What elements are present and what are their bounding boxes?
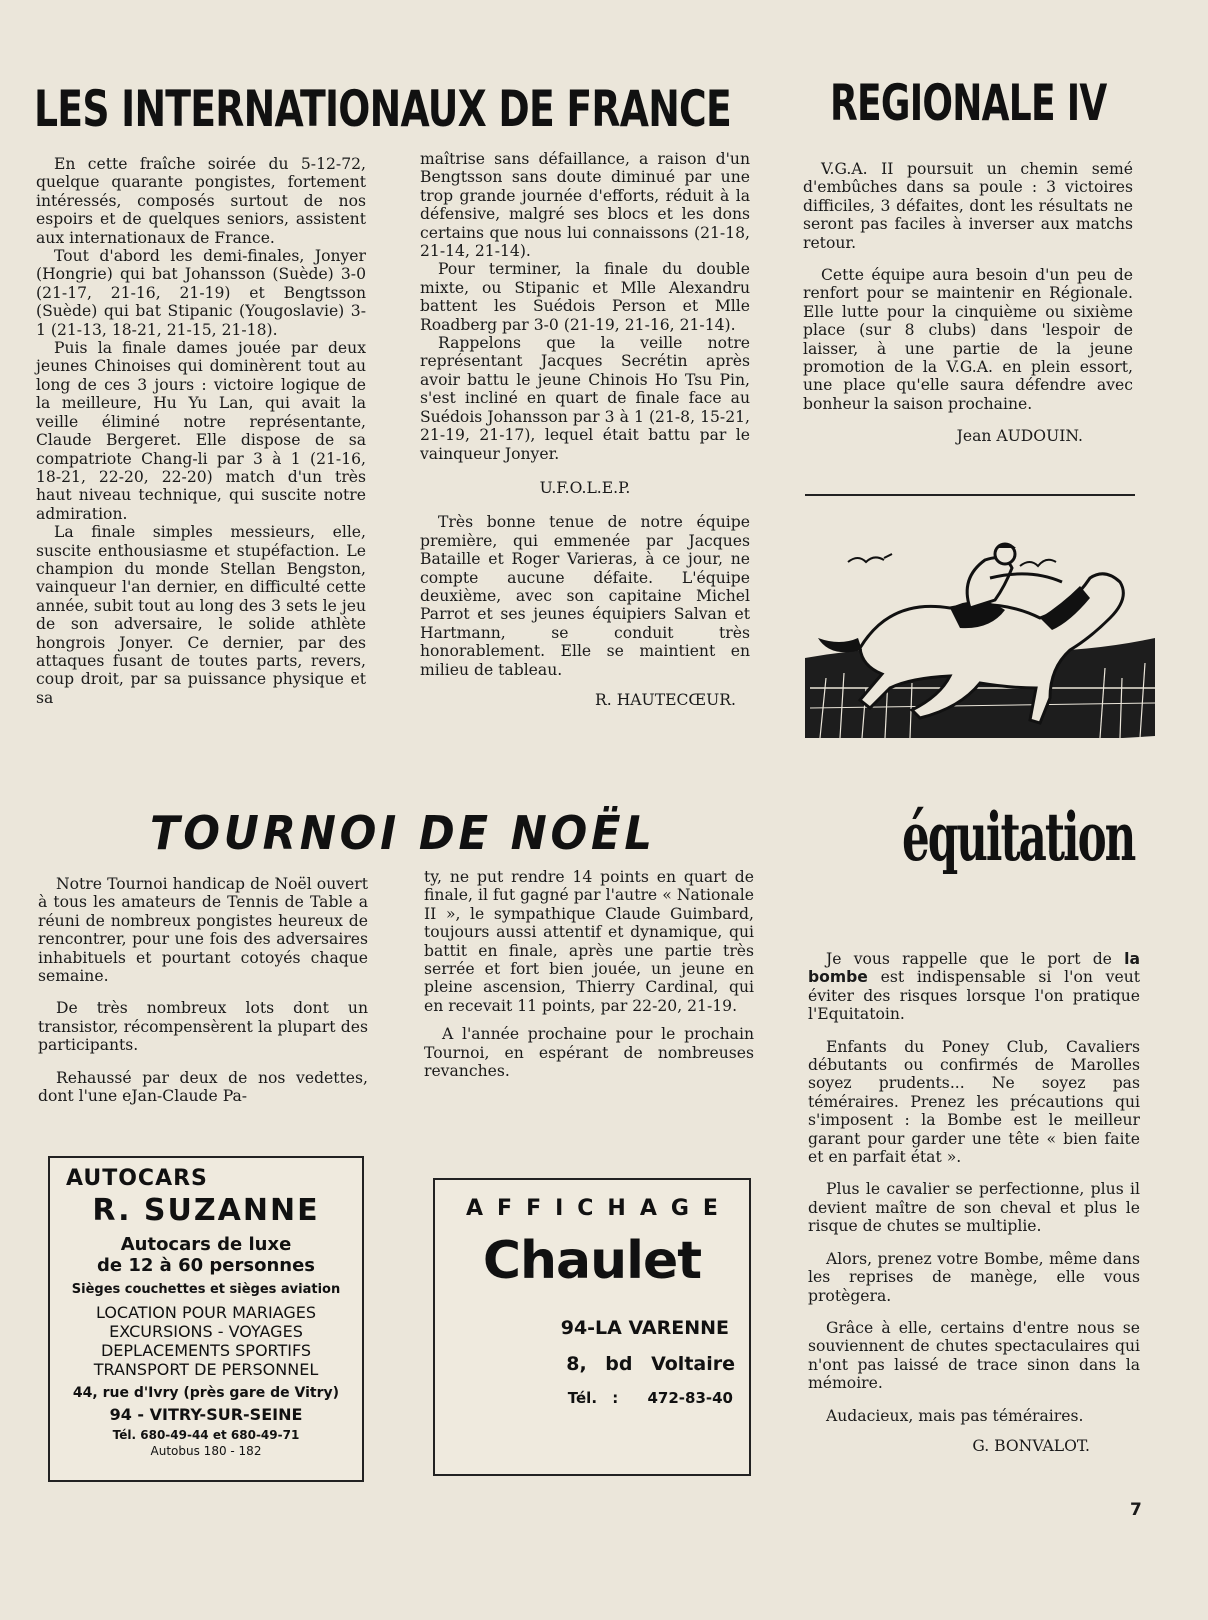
tournoi-title: TOURNOI DE NOËL (150, 806, 656, 860)
equitation-title: équitation (902, 798, 1135, 876)
paragraph: Cette équipe aura besoin d'un peu de renfort pour se maintenir en Régionale. Elle lutte pour la cinquième ou sixième place (sur 8 clubs) dans 'lespoir de laisser, à une partie de la jeune promotion de la V.G.A. en plein essort, une place qu'elle saura défendre avec bonheur la saison prochaine. (803, 266, 1133, 413)
paragraph: En cette fraîche soirée du 5-12-72, quelque quarante pongistes, fortement intéressés, composés surtout de nos espoirs et de quelques seniors, assistent aux internationaux de France. (36, 155, 366, 247)
ad-text: Autocars de luxe (120, 1234, 292, 1255)
paragraph: maîtrise sans défaillance, a raison d'un Bengtsson sans doute diminué par une trop grande journée d'efforts, réduit à la défensive, malgré ses blocs et les dons certains que nous lui connaissons (21-18, 21-14, 21-14). (420, 150, 750, 261)
paragraph: V.G.A. II poursuit un chemin semé d'embûches dans sa poule : 3 victoires difficiles, 3 défaites, dont les résultats ne seront pas faciles à inverser aux matchs retour. (803, 160, 1133, 252)
paragraph: A l'année prochaine pour le prochain Tournoi, en espérant de nombreuses revanches. (424, 1025, 754, 1081)
equitation-signature: G. BONVALOT. (972, 1436, 1090, 1455)
affichage-advertisement (433, 1178, 751, 1476)
equitation-column (808, 950, 1140, 1455)
paragraph: ty, ne put rendre 14 points en quart de finale, il fut gagné par l'autre « Nationale II », le sympathique Claude Guimbard, toujours aussi attentif et dynamique, qui battit en finale, après une partie très serrée et fort bien jouée, un jeune en pleine ascension, Thierry Cardinal, qui en recevait 11 points, par 22-20, 21-19. (424, 868, 754, 1015)
internationaux-title: LES INTERNATIONAUX DE FRANCE (34, 80, 732, 138)
paragraph: Je vous rappelle que le port de la bombe est indispensable si l'on veut éviter des risques lorsque l'on pratique l'Equitatoin. (808, 950, 1140, 1024)
ad-text: Autobus 180 - 182 (150, 1444, 262, 1458)
ad-heading: AFFICHAGE (466, 1196, 732, 1221)
paragraph: Rehaussé par deux de nos vedettes, dont l'une eJan-Claude Pa- (38, 1068, 368, 1106)
ufolep-text: Très bonne tenue de notre équipe première, qui emmenée par Jacques Bataille et Roger Varieras, à ce jour, ne compte aucune défaite. L'équipe deuxième, avec son capitaine Michel Parrot et ses jeunes équipiers Salvan et Hartmann, se conduit très honorablement. Elle se maintient en milieu de tableau. (420, 513, 750, 679)
regionale-divider (805, 494, 1135, 496)
paragraph: Alors, prenez votre Bombe, même dans les reprises de manège, elle vous protègera. (808, 1249, 1140, 1305)
paragraph: Grâce à elle, certains d'entre nous se souviennent de chutes spectaculaires qui n'ont pas laissé de trace sinon dans la mémoire. (808, 1318, 1140, 1393)
ufolep-heading: U.F.O.L.E.P. (539, 478, 631, 497)
ad-text: Sièges couchettes et sièges aviation (71, 1282, 341, 1297)
regionale-title: REGIONALE IV (830, 74, 1107, 132)
ad-heading: AUTOCARS (66, 1166, 208, 1191)
tournoi-column-1 (38, 875, 368, 1105)
ad-address: 8, bd Voltaire (566, 1353, 735, 1375)
paragraph: Plus le cavalier se perfectionne, plus il devient maître de son cheval et plus le risque de chutes se multiplie. (808, 1180, 1140, 1236)
internationaux-column-1 (36, 155, 366, 707)
ad-city: 94-LA VARENNE (560, 1317, 729, 1339)
autocars-advertisement (48, 1156, 364, 1482)
paragraph: Enfants du Poney Club, Cavaliers débutants ou confirmés de Marolles soyez prudents... Ne soyez pas téméraires. Prenez les précautions qui s'imposent : la Bombe est le meilleur garant pour garder une tête « bien faite et en parfait état ». (808, 1037, 1140, 1167)
ad-phone: Tél. : 472-83-40 (567, 1389, 733, 1407)
paragraph: La finale simples messieurs, elle, suscite enthousiasme et stupéfaction. Le champion du monde Stellan Bengston, vainqueur l'an dernier, en difficulté cette année, subit tout au long des 3 sets le jeu de son adversaire, le solide athlète hongrois Jonyer. Ce dernier, par des attaques fusant de toutes parts, revers, coup droit, par sa puissance physique et sa (36, 523, 366, 707)
ad-text: TRANSPORT DE PERSONNEL (93, 1360, 319, 1379)
regionale-column (803, 160, 1133, 446)
paragraph: Notre Tournoi handicap de Noël ouvert à tous les amateurs de Tennis de Table a réuni de nombreux pongistes heureux de rencontrer, pour une fois des adversaires inhabituels et pourtant cotoyés chaque semaine. (38, 875, 368, 986)
paragraph: Rappelons que la veille notre représentant Jacques Secrétin après avoir battu le jeune Chinois Ho Tsu Pin, s'est incliné en quart de finale face au Suédois Johansson par 3 à 1 (21-8, 15-21, 21-19, 21-17), lequel était battu par le vainqueur Jonyer. (420, 334, 750, 463)
bold-text: la bombe (808, 950, 1140, 987)
regionale-signature: Jean AUDOUIN. (956, 427, 1083, 446)
paragraph: Pour terminer, la finale du double mixte, ou Stipanic et Mlle Alexandru battent les Suédois Person et Mlle Roadberg par 3-0 (21-19, 21-16, 21-14). (420, 260, 750, 334)
ad-text: DEPLACEMENTS SPORTIFS (100, 1341, 312, 1360)
paragraph: Tout d'abord les demi-finales, Jonyer (Hongrie) qui bat Johansson (Suède) 3-0 (21-17, 21-16, 21-19) et Bengtsson (Suède) qui bat Stipanic (Yougoslavie) 3-1 (21-13, 18-21, 21-15, 21-18). (36, 247, 366, 339)
paragraph: Audacieux, mais pas téméraires. (826, 1406, 1084, 1425)
ad-text: LOCATION POUR MARIAGES (95, 1303, 317, 1322)
ad-company-name: R. SUZANNE (92, 1193, 320, 1228)
horse-rider-illustration (800, 538, 1165, 763)
ad-company-name: Chaulet (482, 1231, 702, 1291)
ad-text: de 12 à 60 personnes (96, 1255, 315, 1276)
paragraph: De très nombreux lots dont un transistor, récompensèrent la plupart des participants. (38, 999, 368, 1055)
page-number: 7 (1130, 1500, 1142, 1520)
ad-phone: Tél. 680-49-44 et 680-49-71 (112, 1428, 300, 1442)
ad-text: EXCURSIONS - VOYAGES (109, 1322, 303, 1341)
tournoi-column-2 (424, 868, 754, 1080)
ufolep-signature: R. HAUTECŒUR. (595, 690, 736, 709)
ad-address: 44, rue d'Ivry (près gare de Vitry) (72, 1385, 340, 1401)
ad-city: 94 - VITRY-SUR-SEINE (109, 1405, 303, 1424)
paragraph: Puis la finale dames jouée par deux jeunes Chinoises qui dominèrent tout au long de ces 3 jours : victoire logique de la meilleure, Hu Yu Lan, qui avait la veille éliminé notre représentante, Claude Bergeret. Elle dispose de sa compatriote Chang-li par 3 à 1 (21-16, 18-21, 22-20, 22-20) match d'un très haut niveau technique, qui suscite notre admiration. (36, 339, 366, 523)
internationaux-column-2 (420, 150, 750, 709)
